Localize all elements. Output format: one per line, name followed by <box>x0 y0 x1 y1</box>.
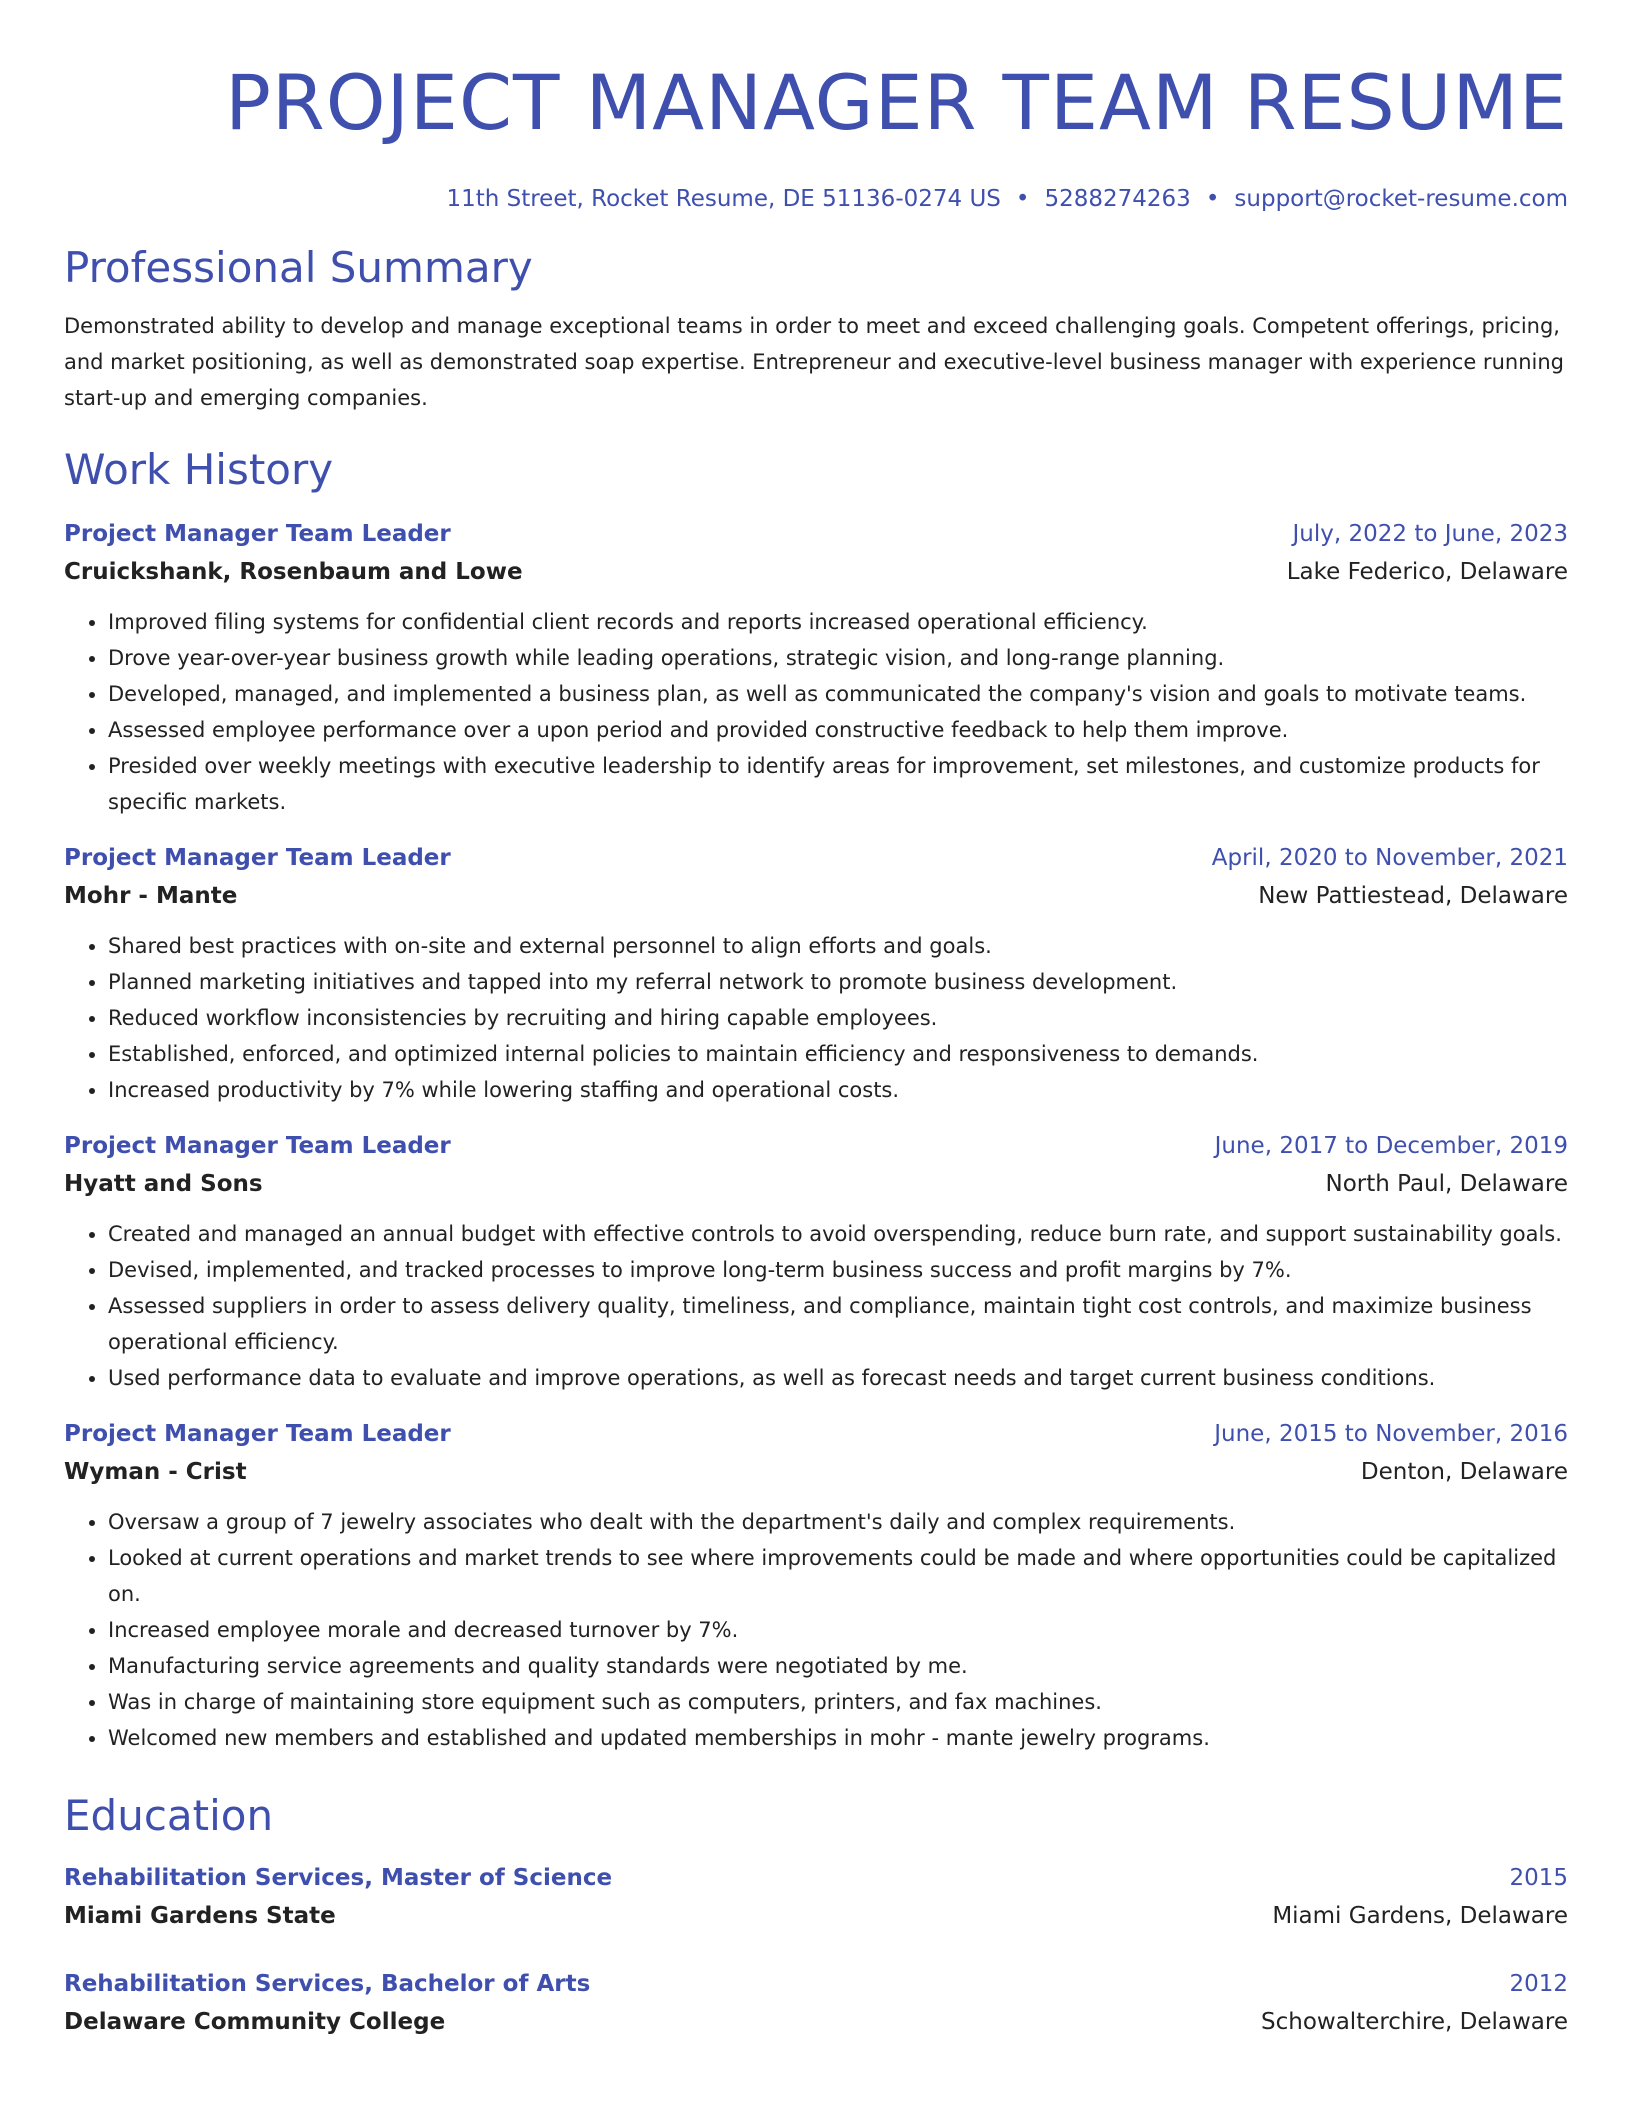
education-list <box>64 1860 1568 2042</box>
education-year: 2015 <box>1509 1865 1568 1891</box>
education-degree: Rehabilitation Services, Bachelor of Arts <box>64 1971 591 1997</box>
job-location: Lake Federico, Delaware <box>1286 559 1568 585</box>
job-company: Cruickshank, Rosenbaum and Lowe <box>64 559 523 585</box>
education-entry <box>64 1966 1568 2042</box>
education-school: Delaware Community College <box>64 2009 446 2035</box>
job-bullets <box>64 928 1568 1108</box>
education-location: Schowalterchire, Delaware <box>1261 2009 1568 2035</box>
job-bullets <box>64 1504 1568 1756</box>
education-degree-row <box>64 1966 1568 2002</box>
job-company: Mohr - Mante <box>64 883 238 909</box>
job-bullet: • Devised, implemented, and tracked processes to improve long-term business success and profit margins by 7%. <box>108 1252 1568 1288</box>
job-bullet: • Looked at current operations and market trends to see where improvements could be made and where opportunities could be capitalized on. <box>108 1540 1568 1612</box>
job-bullet: • Assessed suppliers in order to assess delivery quality, timeliness, and compliance, maintain tight cost controls, and maximize business operational efficiency. <box>108 1288 1568 1360</box>
job-bullet: • Manufacturing service agreements and quality standards were negotiated by me. <box>108 1648 1568 1684</box>
job-location: Denton, Delaware <box>1360 1459 1568 1485</box>
job-entry <box>64 840 1568 1108</box>
job-bullet: • Created and managed an annual budget with effective controls to avoid overspending, reduce burn rate, and support sustainability goals. <box>108 1216 1568 1252</box>
resume-body <box>0 242 1632 2042</box>
job-title-row <box>64 1128 1568 1164</box>
job-bullets <box>64 604 1568 820</box>
job-bullet: • Reduced workflow inconsistencies by recruiting and hiring capable employees. <box>108 1000 1568 1036</box>
job-bullet: • Was in charge of maintaining store equipment such as computers, printers, and fax machines. <box>108 1684 1568 1720</box>
job-dates: July, 2022 to June, 2023 <box>1292 521 1568 547</box>
contact-separator: • <box>1015 186 1030 212</box>
job-bullets <box>64 1216 1568 1396</box>
job-bullet: • Increased productivity by 7% while lowering staffing and operational costs. <box>108 1072 1568 1108</box>
job-dates: April, 2020 to November, 2021 <box>1211 845 1568 871</box>
job-entry <box>64 1128 1568 1396</box>
education-school: Miami Gardens State <box>64 1903 336 1929</box>
job-bullet: • Developed, managed, and implemented a business plan, as well as communicated the company's vision and goals to motivate teams. <box>108 676 1568 712</box>
education-entry <box>64 1860 1568 1936</box>
job-title-row <box>64 840 1568 876</box>
work-history-heading: Work History <box>64 445 334 494</box>
job-bullet: • Welcomed new members and established and updated memberships in mohr - mante jewelry programs. <box>108 1720 1568 1756</box>
job-location: North Paul, Delaware <box>1325 1171 1568 1197</box>
resume-header <box>0 0 1632 214</box>
education-degree-row <box>64 1860 1568 1896</box>
job-bullet: • Assessed employee performance over a upon period and provided constructive feedback to help them improve. <box>108 712 1568 748</box>
job-role: Project Manager Team Leader <box>64 845 451 871</box>
contact-phone: 5288274263 <box>1044 186 1191 212</box>
job-title-row <box>64 516 1568 552</box>
summary-heading: Professional Summary <box>64 243 533 292</box>
education-location: Miami Gardens, Delaware <box>1272 1903 1568 1929</box>
job-entry <box>64 1416 1568 1756</box>
job-bullet: • Shared best practices with on-site and external personnel to align efforts and goals. <box>108 928 1568 964</box>
job-role: Project Manager Team Leader <box>64 1133 451 1159</box>
summary-text: Demonstrated ability to develop and manage exceptional teams in order to meet and exceed challenging goals. Competent offerings, pricing, and market positioning, as well as demonstrated soap expertise. Entrepreneur and executive-level business manager with experience running start-up and emerging companies. <box>64 314 1564 410</box>
job-dates: June, 2017 to December, 2019 <box>1214 1133 1568 1159</box>
job-location: New Pattiestead, Delaware <box>1258 883 1568 909</box>
education-heading: Education <box>64 1791 274 1840</box>
resume-title: PROJECT MANAGER TEAM RESUME <box>225 58 1568 147</box>
education-school-row <box>64 2002 1568 2042</box>
job-bullet: • Established, enforced, and optimized internal policies to maintain efficiency and responsiveness to demands. <box>108 1036 1568 1072</box>
job-company-row <box>64 876 1568 916</box>
job-bullet: • Oversaw a group of 7 jewelry associates who dealt with the department's daily and complex requirements. <box>108 1504 1568 1540</box>
job-bullet: • Planned marketing initiatives and tapped into my referral network to promote business development. <box>108 964 1568 1000</box>
job-role: Project Manager Team Leader <box>64 1421 451 1447</box>
job-company: Hyatt and Sons <box>64 1171 263 1197</box>
job-title-row <box>64 1416 1568 1452</box>
job-dates: June, 2015 to November, 2016 <box>1214 1421 1568 1447</box>
job-company: Wyman - Crist <box>64 1459 247 1485</box>
job-company-row <box>64 1164 1568 1204</box>
job-company-row <box>64 1452 1568 1492</box>
education-school-row <box>64 1896 1568 1936</box>
job-bullet: • Presided over weekly meetings with executive leadership to identify areas for improvement, set milestones, and customize products for specific markets. <box>108 748 1568 820</box>
education-year: 2012 <box>1509 1971 1568 1997</box>
job-company-row <box>64 552 1568 592</box>
job-role: Project Manager Team Leader <box>64 521 451 547</box>
job-bullet: • Drove year-over-year business growth while leading operations, strategic vision, and long-range planning. <box>108 640 1568 676</box>
contact-email[interactable]: support@rocket-resume.com <box>1234 186 1568 212</box>
job-bullet: • Improved filing systems for confidential client records and reports increased operational efficiency. <box>108 604 1568 640</box>
job-entry <box>64 516 1568 820</box>
contact-address: 11th Street, Rocket Resume, DE 51136-0274 US <box>446 186 1001 212</box>
work-history-list <box>64 516 1568 1756</box>
contact-line <box>64 184 1568 214</box>
job-bullet: • Increased employee morale and decreased turnover by 7%. <box>108 1612 1568 1648</box>
contact-separator: • <box>1205 186 1220 212</box>
education-degree: Rehabilitation Services, Master of Science <box>64 1865 613 1891</box>
job-bullet: • Used performance data to evaluate and improve operations, as well as forecast needs and target current business conditions. <box>108 1360 1568 1396</box>
